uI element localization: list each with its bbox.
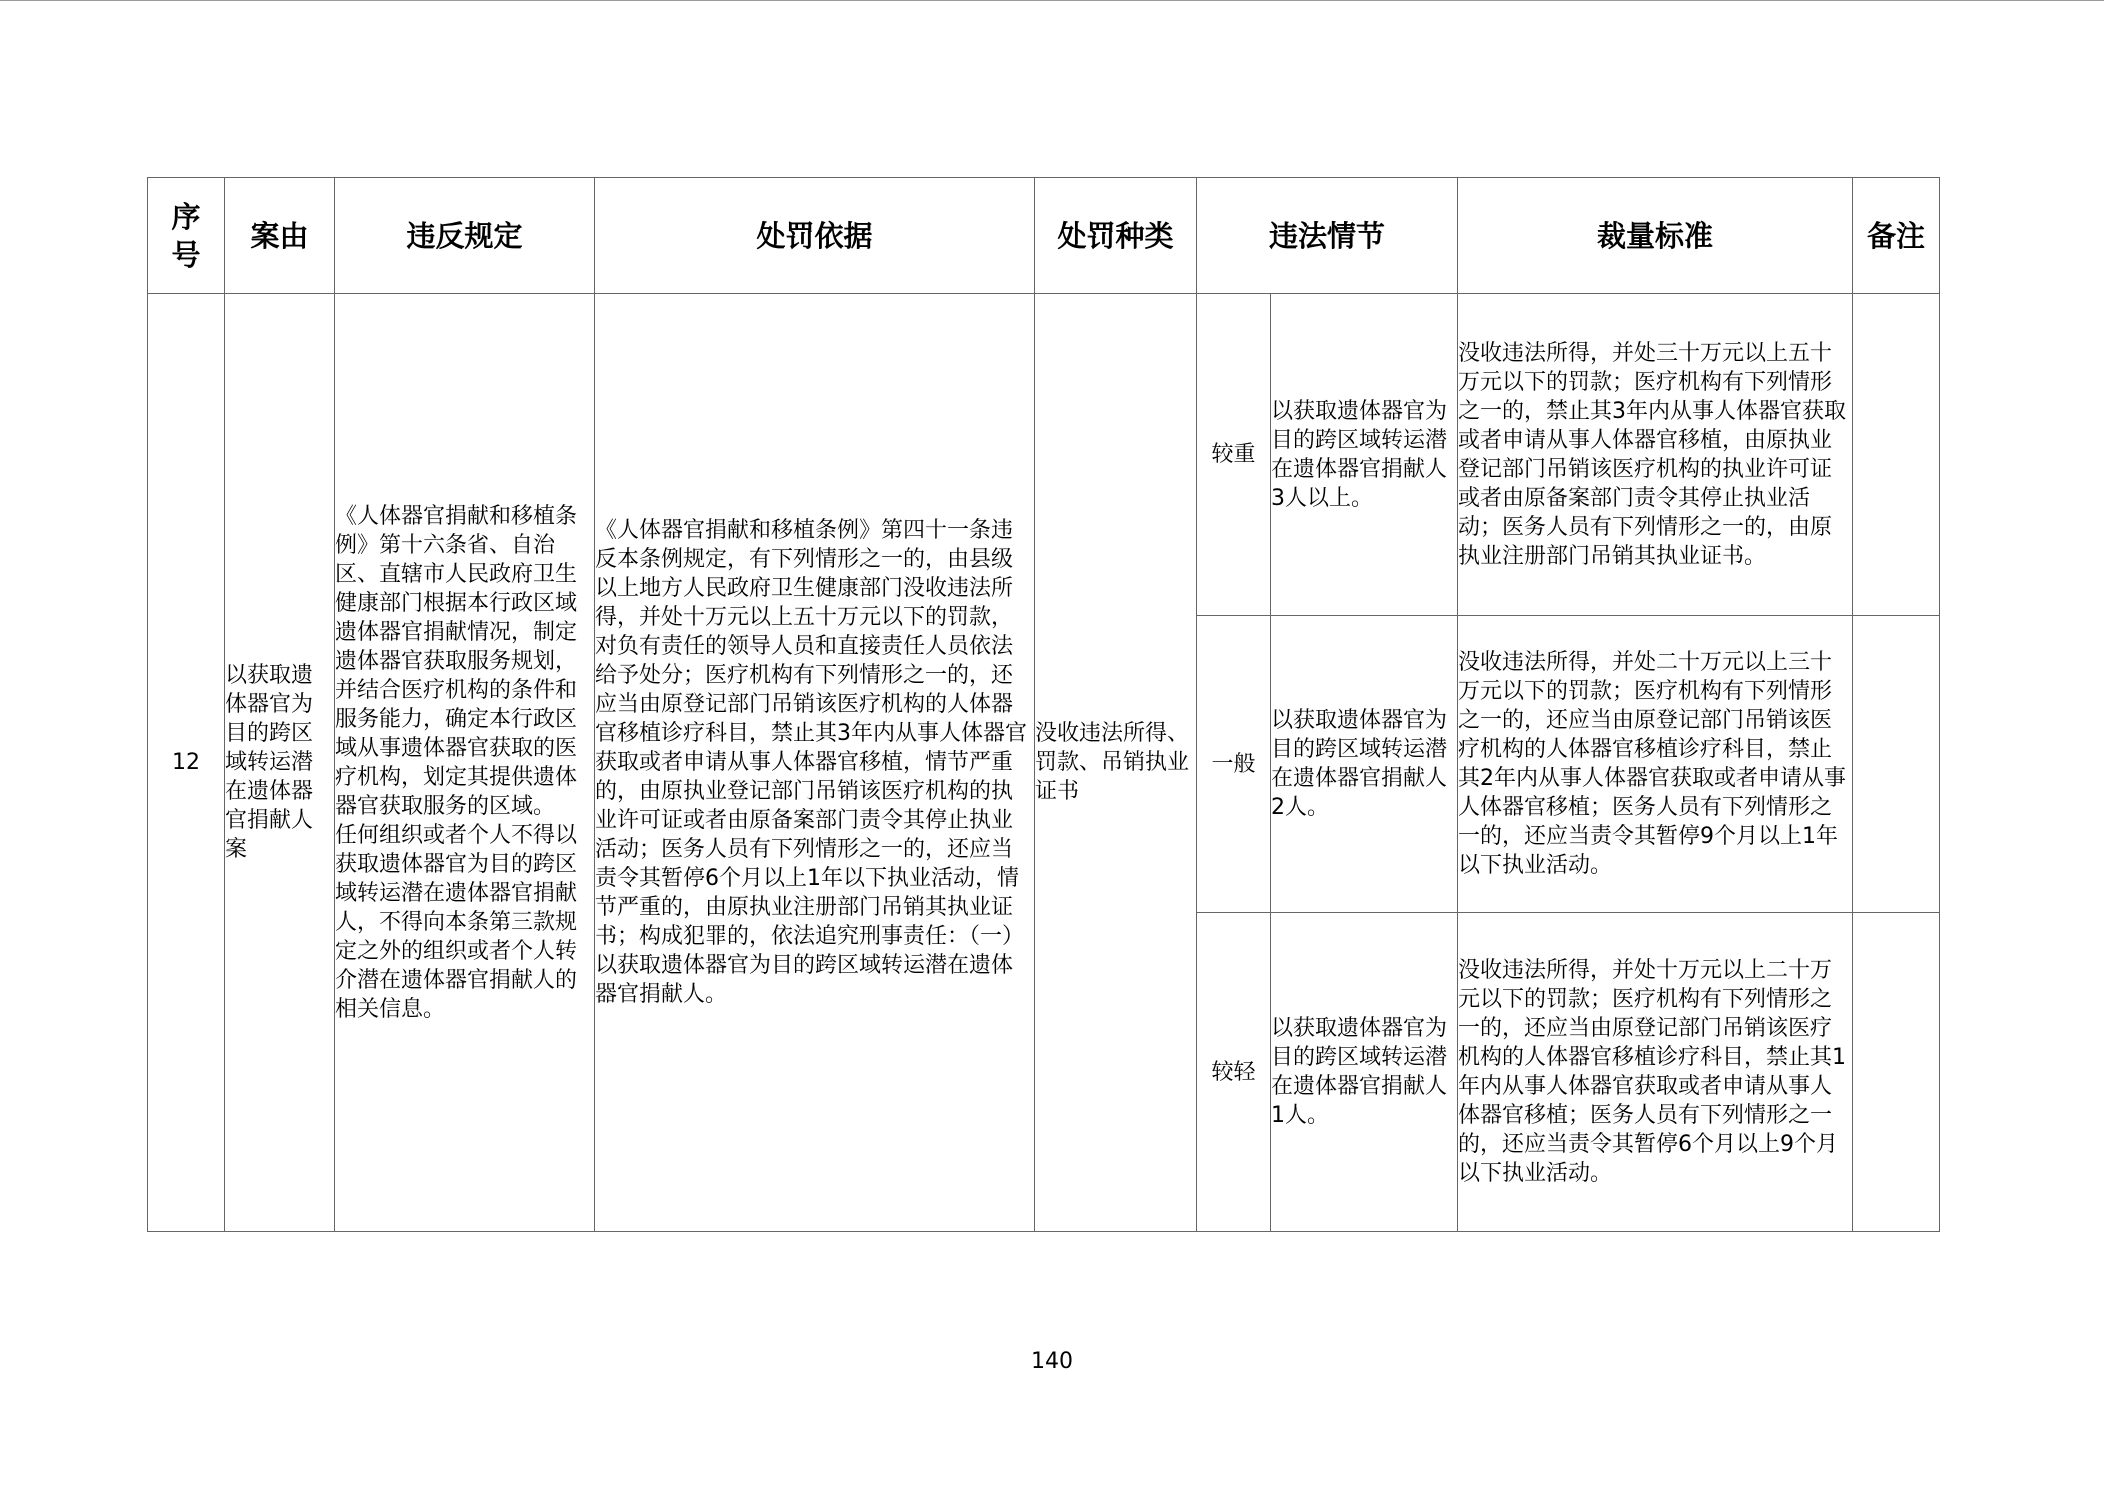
cell-level: 较轻	[1197, 913, 1271, 1232]
cell-level: 较重	[1197, 294, 1271, 616]
cell-standard: 没收违法所得，并处二十万元以上三十万元以下的罚款；医疗机构有下列情形之一的，还应当由原登记部门吊销该医疗机构的人体器官移植诊疗科目，禁止其2年内从事人体器官获取或者申请从事人体器官移植；医务人员有下列情形之一的，还应当责令其暂停9个月以上1年以下执业活动。	[1458, 616, 1853, 913]
cell-standard: 没收违法所得，并处三十万元以上五十万元以下的罚款；医疗机构有下列情形之一的，禁止其3年内从事人体器官获取或者申请从事人体器官移植，由原执业登记部门吊销该医疗机构的执业许可证或者由原备案部门责令其停止执业活动；医务人员有下列情形之一的，由原执业注册部门吊销其执业证书。	[1458, 294, 1853, 616]
header-basis: 处罚依据	[595, 178, 1035, 294]
cell-circumstance: 以获取遗体器官为目的跨区域转运潜在遗体器官捐献人2人。	[1271, 616, 1458, 913]
cell-remark	[1853, 616, 1940, 913]
cell-standard: 没收违法所得，并处十万元以上二十万元以下的罚款；医疗机构有下列情形之一的，还应当由原登记部门吊销该医疗机构的人体器官移植诊疗科目，禁止其1年内从事人体器官获取或者申请从事人体器官移植；医务人员有下列情形之一的，还应当责令其暂停6个月以上9个月以下执业活动。	[1458, 913, 1853, 1232]
header-row	[148, 178, 1940, 294]
cell-type: 没收违法所得、罚款、吊销执业证书	[1035, 294, 1197, 1232]
table-row	[148, 294, 1940, 616]
penalty-standard-table	[147, 177, 1940, 1232]
header-seq: 序 号	[148, 178, 225, 294]
header-remark: 备注	[1853, 178, 1940, 294]
cell-remark	[1853, 913, 1940, 1232]
cell-level: 一般	[1197, 616, 1271, 913]
cell-circumstance: 以获取遗体器官为目的跨区域转运潜在遗体器官捐献人1人。	[1271, 913, 1458, 1232]
cell-circumstance: 以获取遗体器官为目的跨区域转运潜在遗体器官捐献人3人以上。	[1271, 294, 1458, 616]
header-standard: 裁量标准	[1458, 178, 1853, 294]
page-number: 140	[1031, 1349, 1073, 1374]
cell-remark	[1853, 294, 1940, 616]
cell-case: 以获取遗体器官为目的跨区域转运潜在遗体器官捐献人案	[225, 294, 335, 1232]
cell-seq: 12	[148, 294, 225, 1232]
header-circumstance: 违法情节	[1197, 178, 1458, 294]
header-violation: 违反规定	[335, 178, 595, 294]
cell-basis: 《人体器官捐献和移植条例》第四十一条违反本条例规定，有下列情形之一的，由县级以上地方人民政府卫生健康部门没收违法所得，并处十万元以上五十万元以下的罚款，对负有责任的领导人员和直接责任人员依法给予处分；医疗机构有下列情形之一的，还应当由原登记部门吊销该医疗机构的人体器官移植诊疗科目，禁止其3年内从事人体器官获取或者申请从事人体器官移植，情节严重的，由原执业登记部门吊销该医疗机构的执业许可证或者由原备案部门责令其停止执业活动；医务人员有下列情形之一的，还应当责令其暂停6个月以上1年以下执业活动，情节严重的，由原执业注册部门吊销其执业证书；构成犯罪的，依法追究刑事责任：（一）以获取遗体器官为目的跨区域转运潜在遗体器官捐献人。	[595, 294, 1035, 1232]
cell-violation: 《人体器官捐献和移植条例》第十六条省、自治区、直辖市人民政府卫生健康部门根据本行政区域遗体器官捐献情况，制定遗体器官获取服务规划，并结合医疗机构的条件和服务能力，确定本行政区域从事遗体器官获取的医疗机构，划定其提供遗体器官获取服务的区域。 任何组织或者个人不得以获取遗体器官为目的跨区域转运潜在遗体器官捐献人，不得向本条第三款规定之外的组织或者个人转介潜在遗体器官捐献人的相关信息。	[335, 294, 595, 1232]
header-case: 案由	[225, 178, 335, 294]
header-type: 处罚种类	[1035, 178, 1197, 294]
top-border-line	[0, 0, 2104, 1]
